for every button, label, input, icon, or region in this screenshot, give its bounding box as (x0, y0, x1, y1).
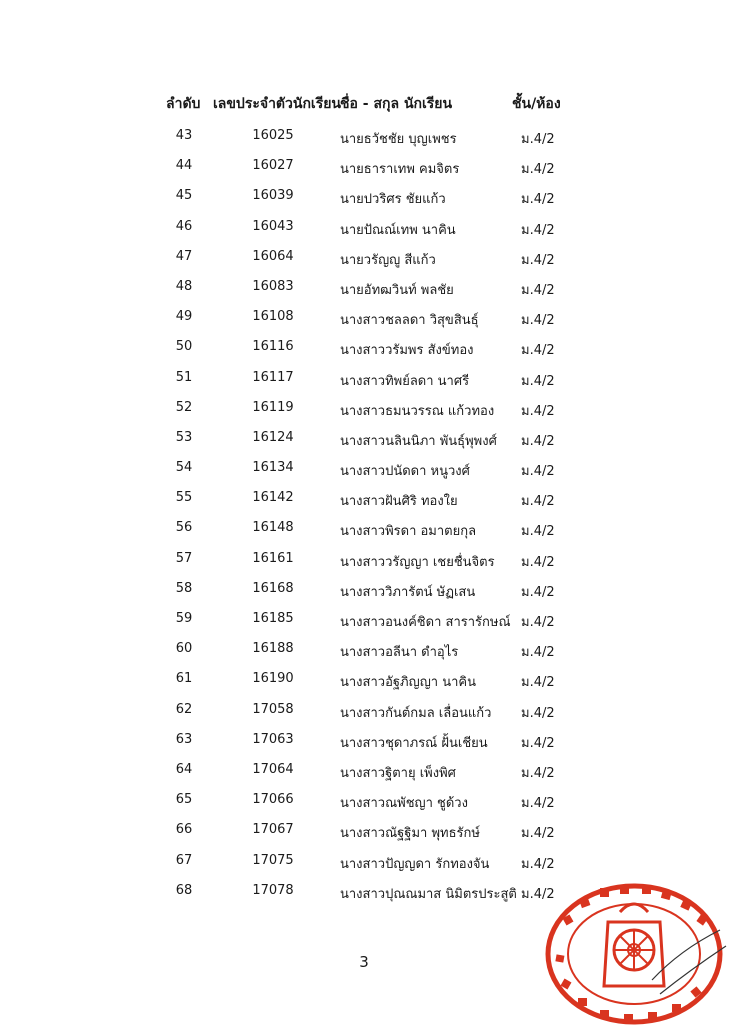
table-row (0, 784, 729, 814)
row-student-name: นายปัณณ์เทพ นาคิน (340, 222, 456, 238)
table-row (0, 362, 729, 392)
row-student-id: 16134 (252, 460, 294, 476)
row-student-id: 16116 (252, 339, 294, 355)
row-class-room: ม.4/2 (521, 645, 555, 661)
row-class-room: ม.4/2 (521, 554, 555, 570)
row-number: 59 (175, 611, 193, 626)
row-student-name: นายธวัชชัย บุญเพชร (340, 132, 457, 147)
row-number: 68 (175, 882, 193, 898)
row-number: 63 (175, 731, 193, 747)
row-class-room: ม.4/2 (521, 313, 555, 329)
row-number: 48 (175, 278, 193, 294)
row-number: 65 (175, 792, 193, 808)
row-student-id: 17063 (252, 731, 294, 747)
row-student-name: นางสาววรัมพร สังข์ทอง (340, 343, 474, 359)
row-class-room: ม.4/2 (521, 252, 555, 268)
row-student-id: 16142 (252, 490, 294, 506)
row-student-id: 16083 (252, 278, 294, 294)
row-student-id: 17064 (252, 761, 294, 777)
row-class-room: ม.4/2 (521, 886, 555, 902)
row-student-name: นางสาวนลินนิภา พันธุ์พุพงศ์ (340, 433, 497, 449)
row-number: 56 (175, 520, 193, 536)
row-student-id: 17078 (252, 882, 294, 898)
row-number: 52 (175, 399, 193, 415)
row-student-name: นางสาวชลลดา วิสุขสินธุ์ (340, 313, 479, 329)
table-row (0, 180, 729, 210)
row-student-name: นางสาวฐิตายุ เพ็งพิศ (340, 765, 456, 781)
table-row (0, 241, 729, 271)
table-row (0, 482, 729, 512)
row-number: 67 (175, 852, 193, 868)
row-student-name: นางสาวณัฐฐิมา พุทธรักษ์ (340, 826, 480, 842)
row-number: 60 (175, 641, 193, 657)
row-student-id: 16161 (252, 550, 294, 566)
row-class-room: ม.4/2 (521, 132, 555, 147)
table-row (0, 603, 729, 633)
row-number: 54 (175, 460, 193, 476)
row-number: 53 (175, 429, 193, 445)
row-class-room: ม.4/2 (521, 675, 555, 691)
row-student-id: 17075 (252, 852, 294, 868)
row-student-id: 16148 (252, 520, 294, 536)
table-row (0, 301, 729, 331)
table-row (0, 694, 729, 724)
table-row (0, 211, 729, 241)
table-row (0, 845, 729, 875)
row-student-name: นางสาวณพัชญา ชูด้วง (340, 796, 468, 812)
row-student-id: 16043 (252, 218, 294, 234)
row-student-id: 16108 (252, 309, 294, 325)
row-class-room: ม.4/2 (521, 222, 555, 238)
row-student-name: นางสาวอนงค์ชิดา สารารักษณ์ (340, 615, 511, 630)
row-class-room: ม.4/2 (521, 162, 555, 178)
row-number: 66 (175, 822, 193, 838)
row-student-id: 16168 (252, 580, 294, 596)
row-number: 45 (175, 188, 193, 204)
row-number: 62 (175, 701, 193, 717)
table-row (0, 271, 729, 301)
row-class-room: ม.4/2 (521, 464, 555, 480)
table-row (0, 543, 729, 573)
table-row (0, 331, 729, 361)
row-class-room: ม.4/2 (521, 494, 555, 510)
row-student-id: 16025 (252, 128, 294, 143)
row-student-name: นางสาวทิพย์ลดา นาศรี (340, 373, 470, 389)
row-class-room: ม.4/2 (521, 403, 555, 419)
table-row (0, 633, 729, 663)
table-row (0, 663, 729, 693)
row-student-name: นางสาวธมนวรรณ แก้วทอง (340, 403, 495, 419)
row-student-name: นางสาววรัญญา เชยชื่นจิตร (340, 554, 495, 570)
header-name: ชื่อ - สกุล นักเรียน (340, 96, 453, 112)
table-row (0, 724, 729, 754)
row-student-id: 16027 (252, 158, 294, 174)
row-number: 49 (175, 309, 193, 325)
row-student-name: นายธาราเทพ คมจิตร (340, 162, 460, 178)
row-student-id: 16064 (252, 248, 294, 264)
table-row (0, 422, 729, 452)
header-room: ชั้น/ห้อง (512, 96, 561, 112)
row-student-name: นางสาวกันต์กมล เลื่อนแก้ว (340, 705, 492, 721)
table-row (0, 392, 729, 422)
row-student-id: 16185 (252, 611, 294, 626)
row-student-name: นางสาวพิรดา อมาตยกุล (340, 524, 477, 540)
row-student-name: นายอัทฒวินท์ พลชัย (340, 282, 454, 298)
row-student-name: นางสาวปัญญดา รักทองจัน (340, 856, 490, 872)
row-student-name: นางสาวปนัดดา หนูวงศ์ (340, 464, 470, 480)
row-class-room: ม.4/2 (521, 282, 555, 298)
row-class-room: ม.4/2 (521, 343, 555, 359)
row-class-room: ม.4/2 (521, 735, 555, 751)
row-student-id: 16188 (252, 641, 294, 657)
header-student-id: เลขประจำตัวนักเรียน (213, 96, 342, 112)
row-student-name: นางสาวชุดาภรณ์ ฝั้นเชียน (340, 735, 488, 751)
row-student-id: 17066 (252, 792, 294, 808)
row-student-name: นางสาวปุณณมาส นิมิตรประสูติ (340, 886, 517, 902)
row-number: 44 (175, 158, 193, 174)
table-row (0, 754, 729, 784)
row-class-room: ม.4/2 (521, 524, 555, 540)
row-class-room: ม.4/2 (521, 705, 555, 721)
table-row (0, 150, 729, 180)
row-class-room: ม.4/2 (521, 192, 555, 208)
row-student-name: นางสาววิภารัตน์ ษัฏเสน (340, 584, 476, 600)
row-student-id: 16124 (252, 429, 294, 445)
row-number: 55 (175, 490, 193, 506)
student-list (0, 120, 729, 905)
row-student-id: 16039 (252, 188, 294, 204)
table-row (0, 512, 729, 542)
table-row (0, 452, 729, 482)
row-student-id: 16117 (252, 369, 294, 385)
row-number: 61 (175, 671, 193, 687)
row-class-room: ม.4/2 (521, 433, 555, 449)
row-student-id: 17067 (252, 822, 294, 838)
row-number: 51 (175, 369, 193, 385)
row-student-name: นายวรัญญู สีแก้ว (340, 252, 436, 268)
row-student-id: 16190 (252, 671, 294, 687)
header-no: ลำดับ (166, 96, 201, 112)
row-class-room: ม.4/2 (521, 584, 555, 600)
row-student-name: นางสาวอัฐภิญญา นาคิน (340, 675, 476, 691)
signature-icon (650, 910, 729, 1010)
table-row (0, 814, 729, 844)
row-student-name: นางสาวอลีนา ดำอุไร (340, 645, 459, 661)
row-class-room: ม.4/2 (521, 765, 555, 781)
row-student-name: นางสาวฝันศิริ ทองใย (340, 494, 458, 510)
row-number: 57 (175, 550, 193, 566)
row-student-id: 16119 (252, 399, 294, 415)
row-class-room: ม.4/2 (521, 826, 555, 842)
row-class-room: ม.4/2 (521, 373, 555, 389)
table-row (0, 573, 729, 603)
row-class-room: ม.4/2 (521, 856, 555, 872)
row-class-room: ม.4/2 (521, 796, 555, 812)
row-number: 43 (175, 128, 193, 143)
row-student-name: นายปวริศร ชัยแก้ว (340, 192, 446, 208)
page-number: 3 (359, 953, 369, 971)
row-student-id: 17058 (252, 701, 294, 717)
row-number: 50 (175, 339, 193, 355)
row-number: 58 (175, 580, 193, 596)
row-number: 46 (175, 218, 193, 234)
table-row (0, 120, 729, 150)
row-number: 47 (175, 248, 193, 264)
row-number: 64 (175, 761, 193, 777)
row-class-room: ม.4/2 (521, 615, 555, 630)
